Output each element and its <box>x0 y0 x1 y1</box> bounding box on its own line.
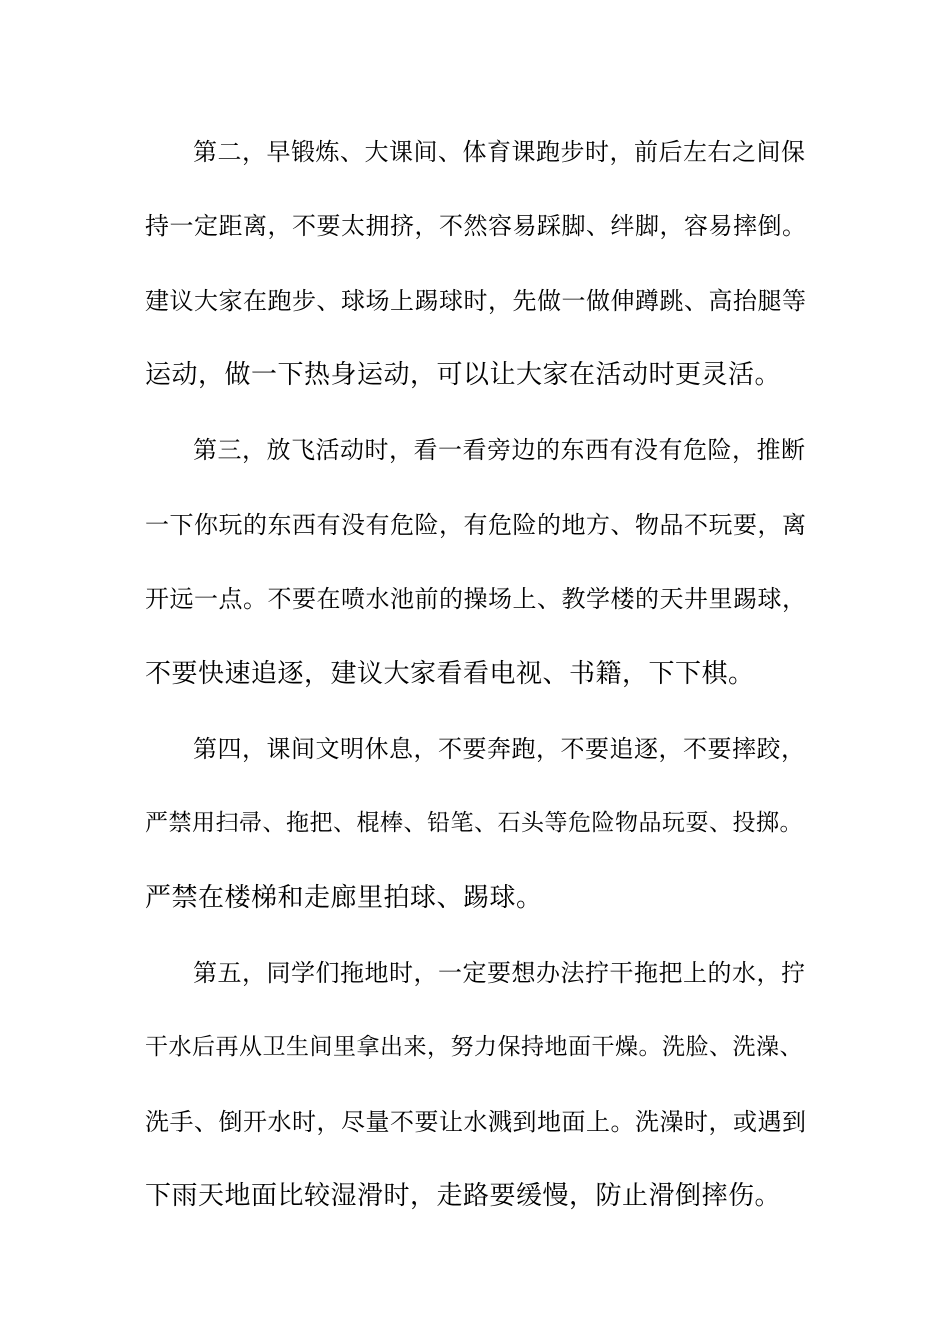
paragraph-2-line-2: 持一定距离，不要太拥挤，不然容易踩脚、绊脚，容易摔倒。 <box>145 212 807 240</box>
paragraph-2-line-3: 建议大家在跑步、球场上踢球时，先做一做伸蹲跳、高抬腿等 <box>145 287 807 315</box>
paragraph-3-line-3: 开远一点。不要在喷水池前的操场上、教学楼的天井里踢球， <box>145 585 807 613</box>
paragraph-4-line-1: 第四，课间文明休息，不要奔跑，不要追逐，不要摔跤， <box>193 735 806 763</box>
paragraph-2-line-1: 第二，早锻炼、大课间、体育课跑步时，前后左右之间保 <box>193 138 806 166</box>
paragraph-5-line-1: 第五，同学们拖地时，一定要想办法拧干拖把上的水，拧 <box>193 959 806 987</box>
paragraph-4-line-2: 严禁用扫帚、拖把、棍棒、铅笔、石头等危险物品玩耍、投掷。 <box>145 810 803 836</box>
paragraph-4-line-3: 严禁在楼梯和走廊里拍球、踢球。 <box>145 883 543 913</box>
paragraph-5-line-2: 干水后再从卫生间里拿出来，努力保持地面干燥。洗脸、洗澡、 <box>145 1034 803 1060</box>
paragraph-5-line-4: 下雨天地面比较湿滑时，走路要缓慢，防止滑倒摔伤。 <box>145 1181 782 1211</box>
paragraph-2-line-4: 运动，做一下热身运动，可以让大家在活动时更灵活。 <box>145 360 782 390</box>
paragraph-3-line-2: 一下你玩的东西有没有危险，有危险的地方、物品不玩要，离 <box>145 511 807 539</box>
paragraph-5-line-3: 洗手、倒开水时，尽量不要让水溅到地面上。洗澡时，或遇到 <box>145 1108 807 1136</box>
paragraph-3-line-4: 不要快速追逐，建议大家看看电视、书籍，下下棋。 <box>145 659 755 689</box>
paragraph-3-line-1: 第三，放飞活动时，看一看旁边的东西有没有危险，推断 <box>193 436 806 464</box>
